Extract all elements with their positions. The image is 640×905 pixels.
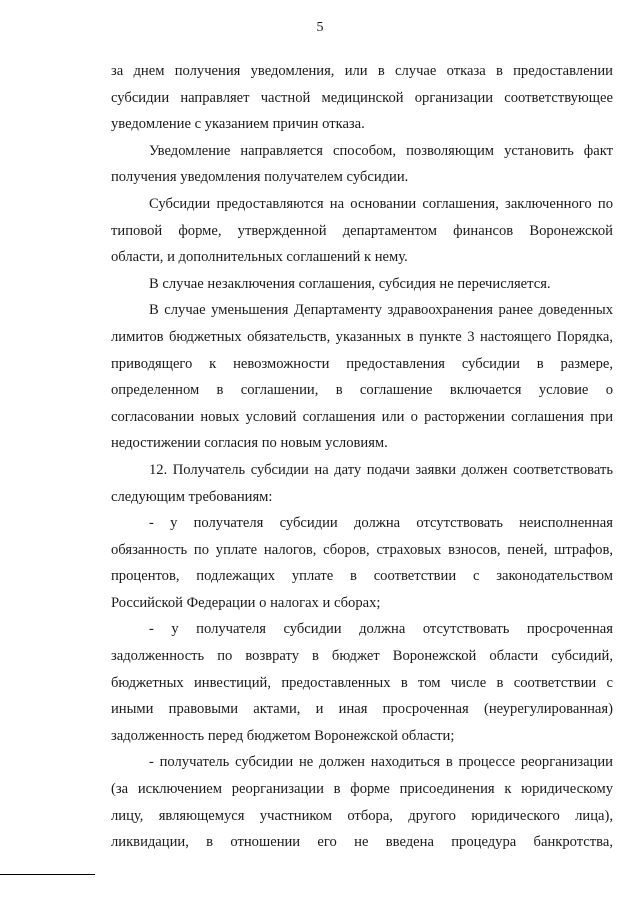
text-line: определенном в соглашении, в соглашение включается условие о [111, 382, 613, 399]
text-line: - получатель субсидии не должен находиться в процессе реорганизации [149, 754, 613, 771]
text-line: приводящего к невозможности предоставления субсидии в размере, [111, 355, 613, 372]
text-line: лицу, являющемуся участником отбора, другого юридического лица), [111, 807, 613, 824]
text-line: иными правовыми актами, и иная просроченная (неурегулированная) [111, 701, 613, 718]
text-line: обязанность по уплате налогов, сборов, страховых взносов, пеней, штрафов, [111, 541, 613, 558]
text-line: задолженность по возврату в бюджет Воронежской области субсидий, [111, 648, 613, 665]
text-line: - у получателя субсидии должна отсутствовать неисполненная [149, 515, 613, 532]
text-line: задолженность перед бюджетом Воронежской области; [111, 727, 455, 744]
footnote-divider [0, 874, 95, 875]
text-line: субсидии направляет частной медицинской организации соответствующее [111, 89, 613, 106]
text-line: Субсидии предоставляются на основании соглашения, заключенного по [149, 195, 613, 212]
text-line: Российской Федерации о налогах и сборах; [111, 594, 381, 611]
text-line: (за исключением реорганизации в форме присоединения к юридическому [111, 781, 613, 798]
page-number: 5 [316, 20, 324, 35]
text-line: 12. Получатель субсидии на дату подачи заявки должен соответствовать [149, 461, 613, 478]
text-line: - у получателя субсидии должна отсутствовать просроченная [149, 621, 613, 638]
text-line: ликвидации, в отношении его не введена процедура банкротства, [111, 834, 613, 851]
text-line: области, и дополнительных соглашений к нему. [111, 249, 408, 266]
text-line: бюджетных инвестиций, предоставленных в том числе в соответствии с [111, 674, 613, 691]
text-line: Уведомление направляется способом, позволяющим установить факт [149, 142, 613, 159]
text-line: следующим требованиям: [111, 488, 273, 505]
text-line: согласовании новых условий соглашения или о расторжении соглашения при [111, 408, 613, 425]
text-line: недостижении согласия по новым условиям. [111, 435, 388, 452]
text-line: процентов, подлежащих уплате в соответствии с законодательством [111, 568, 613, 585]
text-line: лимитов бюджетных обязательств, указанных в пункте 3 настоящего Порядка, [111, 328, 613, 345]
text-line: типовой форме, утвержденной департаментом финансов Воронежской [111, 222, 613, 239]
text-line: уведомление с указанием причин отказа. [111, 116, 365, 133]
text-line: В случае незаключения соглашения, субсидия не перечисляется. [149, 275, 551, 292]
text-line: за днем получения уведомления, или в случае отказа в предоставлении [111, 63, 613, 79]
document-body [111, 58, 613, 856]
text-line: В случае уменьшения Департаменту здравоохранения ранее доведенных [149, 302, 613, 319]
text-line: получения уведомления получателем субсидии. [111, 169, 409, 186]
